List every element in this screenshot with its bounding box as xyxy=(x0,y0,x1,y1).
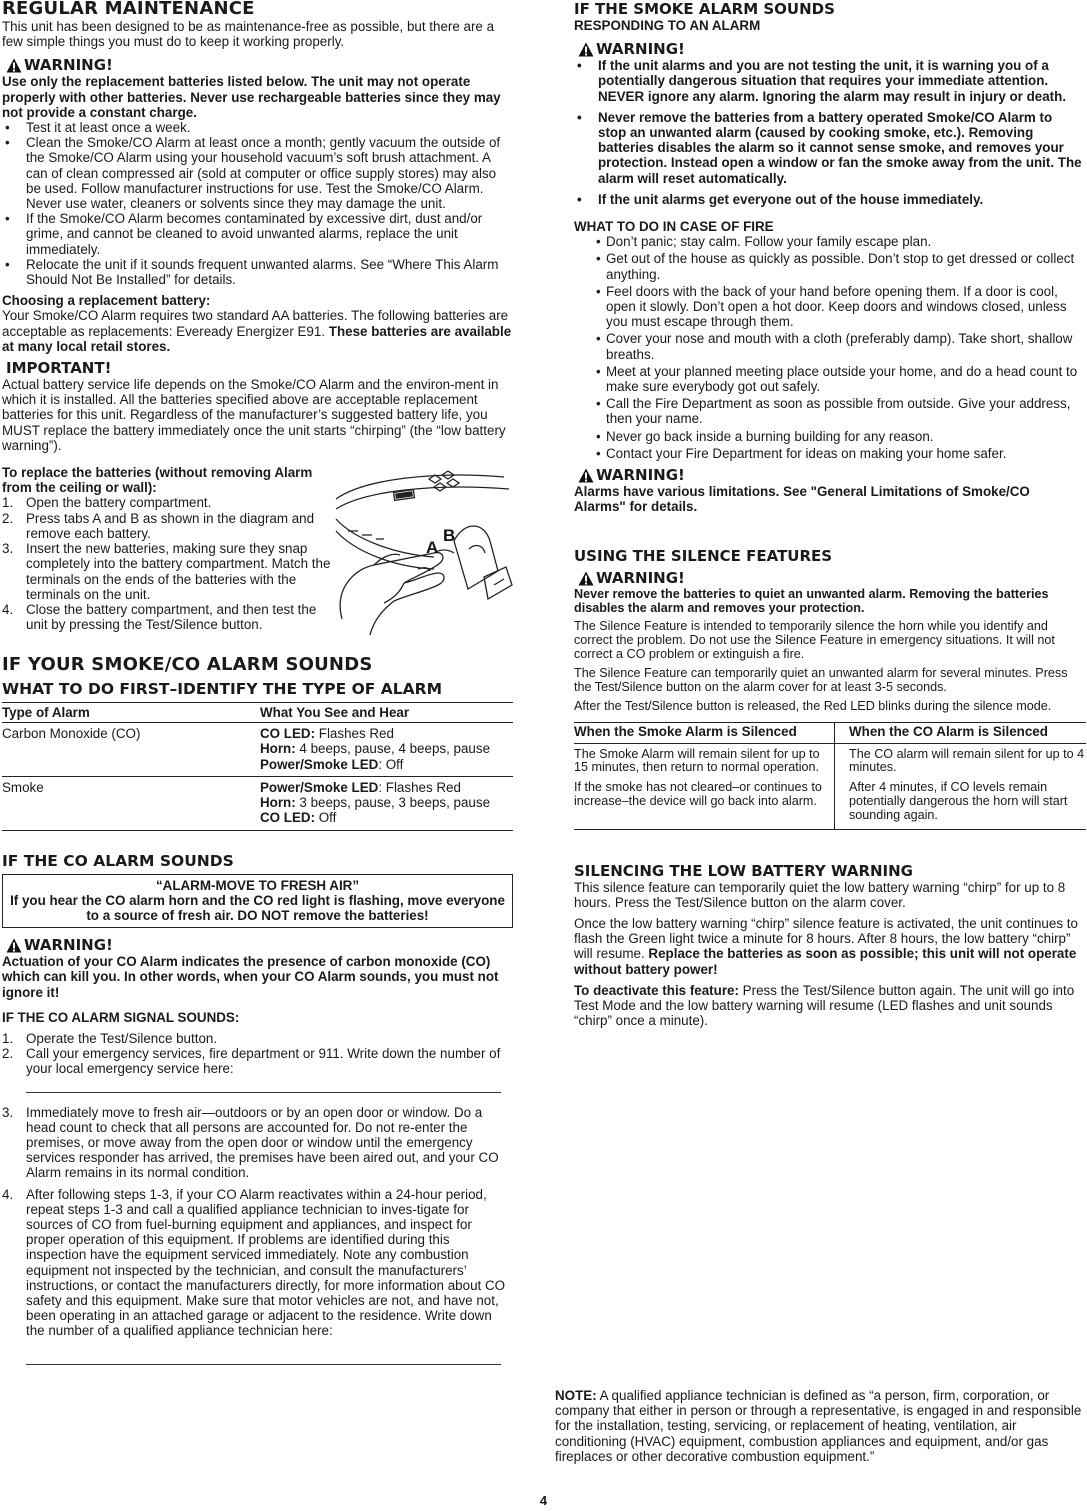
co-alarm-title: IF THE CO ALARM SOUNDS xyxy=(2,851,234,870)
list-item: 3. Immediately move to fresh air—outdoors or by an open door or window. Do a head count to check that all persons are accounted for. Do not re-enter the premises, or move away from the open door or window until the emergency services responder has arrived, the premises have been aired out, and your CO Alarm remains in its normal condition. xyxy=(2,1104,499,1181)
list-item: • Test it at least once a week. xyxy=(2,120,513,135)
list-item: • Get out of the house as quickly as possible. Don’t stop to get dressed or collect anything. xyxy=(596,251,1084,281)
list-item: • Relocate the unit if it sounds frequent unwanted alarms. See “Where This Alarm Should Not Be Installed” for details. xyxy=(2,257,513,287)
list-item: • Call the Fire Department as soon as possible from outside. Give your address, then your name. xyxy=(596,396,1084,426)
battery-heading: Choosing a replacement battery: xyxy=(2,293,211,309)
maintenance-bullets xyxy=(2,120,513,287)
co-warning-text: Actuation of your CO Alarm indicates the presence of carbon monoxide (CO) which can kill you. In other words, when your CO Alarm sounds, you must not ignore it! xyxy=(2,954,499,1000)
warning-triangle-icon xyxy=(578,42,594,57)
silence-table xyxy=(574,722,1086,829)
smoke-warning-bullets xyxy=(574,58,1084,207)
replace-heading: To replace the batteries (without removing Alarm from the ceiling or wall): xyxy=(2,465,313,496)
list-item: • If the unit alarms get everyone out of the house immediately. xyxy=(574,192,1084,207)
maintenance-warning-label: WARNING! xyxy=(6,57,513,74)
limitations-warning-text: Alarms have various limitations. See "General Limitations of Smoke/CO Alarms" for details. xyxy=(574,484,1030,515)
table-row: Carbon Monoxide (CO) CO LED: Flashes Red Horn: 4 beeps, pause, 4 beeps, pause Power/Smoke LED: Off xyxy=(2,723,513,777)
alarm-sounds-title: IF YOUR SMOKE/CO ALARM SOUNDS xyxy=(2,654,373,676)
table-row: The Smoke Alarm will remain silent for up to 15 minutes, then return to normal operation. If the smoke has not cleared–or continues to increase–the device will go back into alarm. The CO alarm will remain silent for up to 4 minutes. After 4 minutes, if CO levels remain potentially dangerous the horn will start sounding again. xyxy=(574,743,1086,829)
emergency-number-line xyxy=(26,1091,501,1093)
low-battery-p1: This silence feature can temporarily quiet the low battery warning “chirp” for up to 8 hours. Press the Test/Silence button on the alarm cover. xyxy=(574,879,1066,910)
list-item: • Never go back inside a burning building for any reason. xyxy=(596,429,1084,444)
low-battery-p3: To deactivate this feature: Press the Test/Silence button again. The unit will go into Test Mode and the low battery warning will resume (LED flashes and unit sounds “chirp” once a minute). xyxy=(574,982,1075,1029)
right-column xyxy=(574,0,1084,1029)
warning-triangle-icon xyxy=(6,938,22,953)
list-item: • Don’t panic; stay calm. Follow your family escape plan. xyxy=(596,234,1084,249)
tab-a-label: A xyxy=(426,538,439,558)
low-battery-title: SILENCING THE LOW BATTERY WARNING xyxy=(574,861,913,880)
table-row: Smoke Power/Smoke LED: Flashes Red Horn: 3 beeps, pause, 3 beeps, pause CO LED: Off xyxy=(2,776,513,830)
list-item: • If the unit alarms and you are not testing the unit, it is warning you of a potentially dangerous situation that requires your immediate attention. NEVER ignore any alarm. Ignoring the alarm may result in injury or death. xyxy=(574,58,1084,104)
co-steps xyxy=(2,1031,513,1077)
limitations-warning-label: WARNING! xyxy=(578,467,1084,484)
co-signal-heading: IF THE CO ALARM SIGNAL SOUNDS: xyxy=(2,1009,240,1025)
page-number: 4 xyxy=(539,1493,548,1508)
warning-triangle-icon xyxy=(578,468,594,483)
regular-maintenance-title: REGULAR MAINTENANCE xyxy=(2,0,255,19)
column-header: Type of Alarm xyxy=(2,703,260,723)
list-item: • Contact your Fire Department for ideas on making your home safer. xyxy=(596,446,1084,461)
important-text: Actual battery service life depends on the Smoke/CO Alarm and the environ-ment in which it is installed. All the batteries specified above are acceptable replacement batteries for this unit. Regardless of the manufacturer’s suggested battery life, you MUST replace the battery immediately once the unit starts “chirping” (the “low battery warning”). xyxy=(2,377,506,453)
low-battery-p2: Once the low battery warning “chirp” silence feature is activated, the unit continues to flash the Green light twice a minute for 8 hours. After 8 hours, the low battery “chirp” will resume. Replace the batteries as soon as possible; this unit will not operate without battery power! xyxy=(574,916,1078,977)
list-item: • If the Smoke/CO Alarm becomes contaminated by excessive dirt, dust and/or grime, and cannot be cleaned to avoid unwanted alarms, replace the unit immediately. xyxy=(2,211,513,257)
silence-paragraph: The Silence Feature is intended to temporarily silence the horn while you identify and correct the problem. Do not use the Silence Feature in emergency situations. It will not correct a CO problem or extinguish a fire. xyxy=(574,619,1055,662)
co-steps-continued xyxy=(2,1105,513,1339)
list-item: 4. Close the battery compartment, and then test the unit by pressing the Test/Silence button. xyxy=(2,601,317,633)
column-header: What You See and Hear xyxy=(260,703,513,723)
list-item: 3. Insert the new batteries, making sure they snap completely into the battery compartment. Match the terminals on the ends of the batteries with the terminals on the unit. xyxy=(2,541,331,602)
battery-compartment-diagram xyxy=(334,469,514,639)
silence-title: USING THE SILENCE FEATURES xyxy=(574,547,833,566)
replace-steps xyxy=(2,495,332,632)
list-item: • Never remove the batteries from a battery operated Smoke/CO Alarm to stop an unwanted alarm (caused by cooking smoke, etc.). Removing batteries disables the alarm so it cannot sense smoke, and removes your protection. Instead open a window or fan the smoke away from the unit. The alarm will reset automatically. xyxy=(574,110,1084,186)
technician-number-line xyxy=(26,1363,501,1365)
replace-batteries-block xyxy=(2,465,513,645)
smoke-warning-label: WARNING! xyxy=(578,41,1084,58)
maintenance-intro: This unit has been designed to be as maintenance-free as possible, but there are a few simple things you must do to keep it working properly. xyxy=(2,19,495,50)
alarm-sounds-subtitle: WHAT TO DO FIRST–IDENTIFY THE TYPE OF ALARM xyxy=(2,680,442,699)
silence-warning-label: WARNING! xyxy=(578,570,1084,587)
list-item: 4. After following steps 1-3, if your CO Alarm reactivates within a 24-hour period, repeat steps 1-3 and call a qualified appliance technician to inves-tigate for sources of CO from fuel-burning equipment and appliances, and inspect for proper operation of this equipment. If problems are identified during this inspection have the equipment serviced immediately. Note any combustion equipment not inspected by the technician, and consult the manufacturers’ instructions, or contact the manufacturers directly, for more information about CO safety and this equipment. Make sure that motor vehicles are not, and have not, been operating in an attached garage or adjacent to the residence. Write down the number of a qualified appliance technician here: xyxy=(2,1186,506,1339)
technician-note: NOTE: A qualified appliance technician is defined as “a person, firm, corporation, or company that either in person or through a representative, is engaged in and responsible for the installation, testing, servicing, or replacement of heating, ventilation, air conditioning (HVAC) equipment, combustion appliances and equipment, and/or gas fireplaces or other decorative combustion equipment.” xyxy=(555,1388,1082,1464)
important-label: IMPORTANT! xyxy=(6,359,112,378)
list-item: • Cover your nose and mouth with a cloth (preferably damp). Take short, shallow breaths. xyxy=(596,331,1084,361)
column-header: When the CO Alarm is Silenced xyxy=(835,723,1087,743)
smoke-alarm-subtitle: RESPONDING TO AN ALARM xyxy=(574,18,761,33)
fire-heading: WHAT TO DO IN CASE OF FIRE xyxy=(574,219,774,235)
silence-warning-text: Never remove the batteries to quiet an unwanted alarm. Removing the batteries disables the alarm and removes your protection. xyxy=(574,587,1049,616)
list-item: • Clean the Smoke/CO Alarm at least once a month; gently vacuum the outside of the Smoke/CO Alarm using your household vacuum’s soft brush attachment. A can of clean compressed air (sold at computer or office supply stores) may also be used. Follow manufacturer instructions for use. Test the Smoke/CO Alarm. Never use water, cleaners or solvents since they may damage the unit. xyxy=(2,135,513,211)
list-item: 2. Call your emergency services, fire department or 911. Write down the number of your local emergency service here: xyxy=(2,1046,501,1077)
warning-triangle-icon xyxy=(578,571,594,586)
maintenance-warning-text: Use only the replacement batteries listed below. The unit may not operate properly with other batteries. Never use rechargeable batteries since they may not provide a constant charge. xyxy=(2,74,501,120)
list-item: • Meet at your planned meeting place outside your home, and do a head count to make sure everybody got out safely. xyxy=(596,364,1084,394)
column-header: When the Smoke Alarm is Silenced xyxy=(574,723,835,743)
co-warning-label: WARNING! xyxy=(6,937,513,954)
tab-b-label: B xyxy=(443,526,456,546)
fire-list xyxy=(574,234,1084,461)
list-item: 2. Press tabs A and B as shown in the diagram and remove each battery. xyxy=(2,510,315,541)
fresh-air-box: “ALARM-MOVE TO FRESH AIR” If you hear the CO alarm horn and the CO red light is flashing, move everyone to a source of fresh air. DO NOT remove the batteries! xyxy=(2,874,513,929)
battery-text: Your Smoke/CO Alarm requires two standard AA batteries. The following batteries are acceptable as replacements: Eveready Energizer E91. These batteries are available at many local retail stores. xyxy=(2,308,512,354)
list-item: • Feel doors with the back of your hand before opening them. If a door is cool, open it slowly. Don’t open a hot door. Keep doors and windows closed, unless you must escape through them. xyxy=(596,284,1084,330)
warning-triangle-icon xyxy=(6,58,22,73)
silence-paragraph: The Silence Feature can temporarily quiet an unwanted alarm for several minutes. Press the Test/Silence button on the alarm cover for at least 3-5 seconds. xyxy=(574,666,1068,695)
silence-paragraph: After the Test/Silence button is released, the Red LED blinks during the silence mode. xyxy=(574,699,1052,714)
alarm-type-table xyxy=(2,702,513,830)
list-item: 1. Open the battery compartment. xyxy=(2,495,212,511)
left-column xyxy=(2,0,513,1365)
list-item: 1. Operate the Test/Silence button. xyxy=(2,1030,218,1046)
smoke-alarm-title: IF THE SMOKE ALARM SOUNDS xyxy=(574,0,835,18)
